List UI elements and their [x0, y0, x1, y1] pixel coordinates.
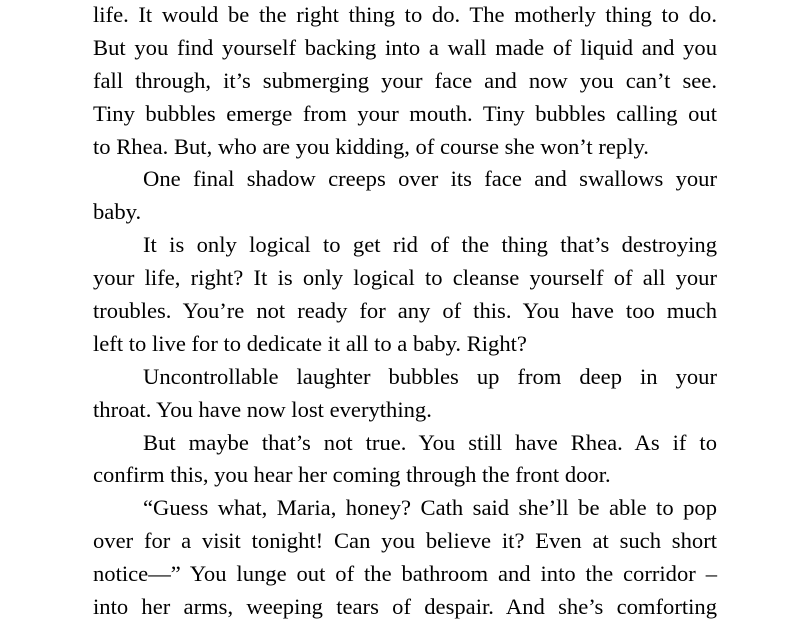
text-line: notice—” You lunge out of the bathroom and into the corridor –	[93, 561, 717, 587]
text-line: throat. You have now lost everything.	[93, 396, 432, 422]
text-line: But you find yourself backing into a wall made of liquid and you	[93, 34, 717, 60]
text-line: baby.	[93, 199, 142, 225]
document-page	[93, 0, 717, 624]
text-line: Tiny bubbles emerge from your mouth. Tiny bubbles calling out	[93, 100, 717, 126]
text-line: over for a visit tonight! Can you believe it? Even at such short	[93, 528, 717, 554]
text-line: Uncontrollable laughter bubbles up from deep in your	[143, 363, 717, 389]
text-line: But maybe that’s not true. You still have Rhea. As if to	[143, 429, 717, 455]
text-line: life. It would be the right thing to do. The motherly thing to do.	[93, 2, 717, 27]
text-line: One final shadow creeps over its face and swallows your	[143, 166, 717, 192]
text-line: your life, right? It is only logical to cleanse yourself of all your	[93, 265, 717, 291]
text-line: fall through, it’s submerging your face and now you can’t see.	[93, 67, 717, 93]
text-line: confirm this, you hear her coming through the front door.	[93, 462, 611, 488]
text-line: troubles. You’re not ready for any of this. You have too much	[93, 298, 717, 324]
text-line: left to live for to dedicate it all to a baby. Right?	[93, 330, 527, 356]
text-line: “Guess what, Maria, honey? Cath said she’ll be able to pop	[143, 495, 717, 521]
text-line: into her arms, weeping tears of despair. And she’s comforting	[93, 594, 717, 620]
text-line: It is only logical to get rid of the thing that’s destroying	[143, 232, 717, 258]
text-line: to Rhea. But, who are you kidding, of course she won’t reply.	[93, 133, 649, 159]
